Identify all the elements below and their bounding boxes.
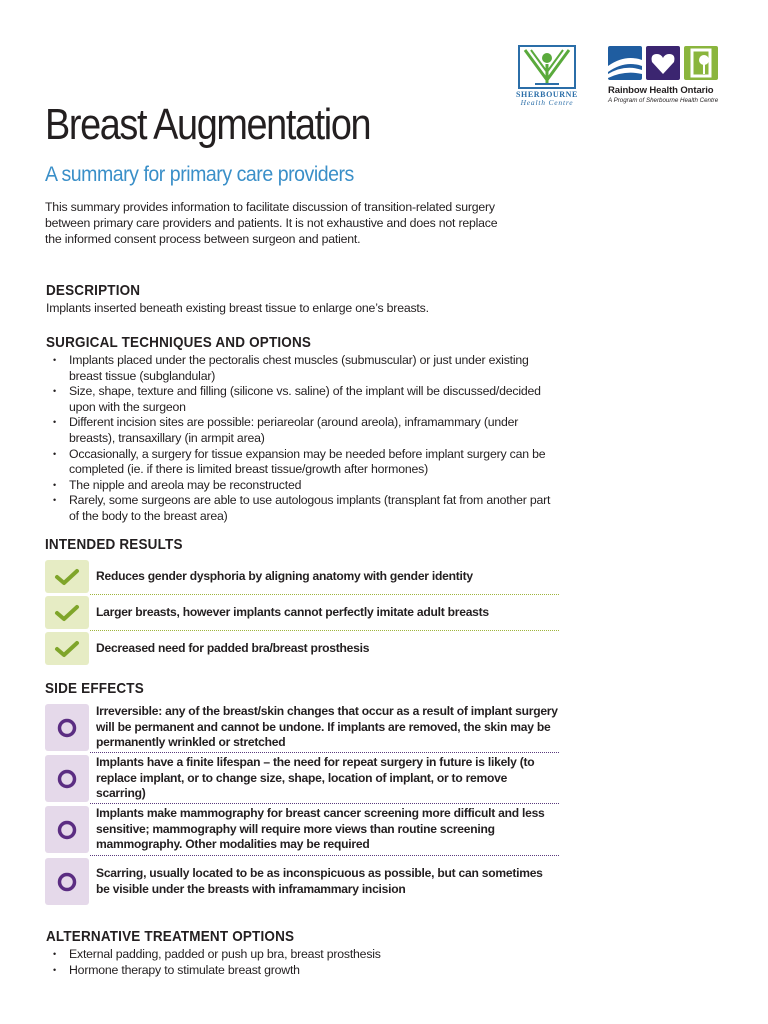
- alternatives-heading: ALTERNATIVE TREATMENT OPTIONS: [46, 928, 295, 945]
- sherbourne-emblem-icon: [517, 44, 577, 90]
- side-effect-row: [45, 858, 559, 905]
- result-divider: [90, 630, 559, 631]
- tree-logo-icon: [684, 46, 718, 80]
- ring-icon: [56, 717, 78, 739]
- side-effect-divider: [90, 855, 559, 856]
- side-effect-text: Irreversible: any of the breast/skin changes that occur as a result of implant surgery will be permanent and cannot be undone. If implants are removed, the skin may be permanently wrinkled or stretched: [96, 704, 558, 750]
- ring-icon: [56, 819, 78, 841]
- checkmark-icon: [54, 603, 80, 623]
- side-effect-text: Implants make mammography for breast cancer screening more difficult and less sensitive; mammography will require more views than routine screening mammography. Other modalities may be required: [96, 806, 545, 852]
- side-effect-text: Implants have a finite lifespan – the need for repeat surgery in future is likely (to replace implant, or to change size, shape, location of implant, or to remove scarring): [96, 755, 535, 801]
- list-item: • The nipple and areola may be reconstructed: [46, 478, 556, 494]
- list-item: • Rarely, some surgeons are able to use autologous implants (transplant fat from another part of the body to the breast area): [46, 493, 556, 524]
- results-heading: INTENDED RESULTS: [45, 536, 183, 553]
- rainbow-health-subtitle: A Program of Sherbourne Health Centre: [608, 97, 719, 104]
- description-heading: DESCRIPTION: [46, 282, 141, 299]
- result-tile: [45, 596, 89, 629]
- side-effect-tile: [45, 755, 89, 802]
- list-item: • External padding, padded or push up bra, breast prosthesis: [46, 947, 556, 963]
- side-effect-row: [45, 806, 559, 853]
- result-text: Reduces gender dysphoria by aligning anatomy with gender identity: [96, 568, 473, 583]
- side-effect-tile: [45, 806, 89, 853]
- result-text: Larger breasts, however implants cannot perfectly imitate adult breasts: [96, 604, 489, 619]
- rainbow-health-title: Rainbow Health Ontario: [608, 85, 714, 96]
- result-tile: [45, 560, 89, 593]
- wave-logo-icon: [608, 46, 642, 80]
- result-text: Decreased need for padded bra/breast prosthesis: [96, 640, 370, 655]
- page-subtitle: A summary for primary care providers: [45, 163, 354, 186]
- side-effect-divider: [90, 752, 559, 753]
- result-row: [45, 632, 559, 665]
- checkmark-icon: [54, 567, 80, 587]
- side-effect-tile: [45, 704, 89, 751]
- sherbourne-logo: [512, 44, 582, 110]
- techniques-heading: SURGICAL TECHNIQUES AND OPTIONS: [46, 334, 312, 351]
- intro-paragraph: This summary provides information to facilitate discussion of transition-related surgery between primary care providers and patients. It is not exhaustive and does not replace the informed consent process between surgeon and patient.: [45, 200, 498, 246]
- techniques-list: [46, 353, 556, 525]
- result-divider: [90, 594, 559, 595]
- list-item: • Different incision sites are possible: periareolar (around areola), inframammary (under breasts), transaxillary (in armpit area): [46, 415, 556, 446]
- side-effect-row: [45, 704, 559, 751]
- side-effect-tile: [45, 858, 89, 905]
- description-text: Implants inserted beneath existing breast tissue to enlarge one’s breasts.: [46, 301, 429, 315]
- list-item: • Occasionally, a surgery for tissue expansion may be needed before implant surgery can be completed (ie. if there is limited breast tissue/growth after hormones): [46, 447, 556, 478]
- list-item: • Size, shape, texture and filling (silicone vs. saline) of the implant will be discussed/decided upon with the surgeon: [46, 384, 556, 415]
- list-item: • Hormone therapy to stimulate breast growth: [46, 963, 556, 979]
- sherbourne-name: SHERBOURNE: [515, 90, 578, 99]
- result-row: [45, 596, 559, 629]
- side-effect-row: [45, 755, 559, 802]
- rainbow-health-logo: [608, 46, 738, 108]
- side-effects-heading: SIDE EFFECTS: [45, 680, 144, 697]
- ring-icon: [56, 768, 78, 790]
- result-tile: [45, 632, 89, 665]
- alternatives-list: [46, 947, 556, 978]
- page-title: Breast Augmentation: [45, 100, 371, 149]
- ring-icon: [56, 871, 78, 893]
- list-item: • Implants placed under the pectoralis chest muscles (submuscular) or just under existing breast tissue (subglandular): [46, 353, 556, 384]
- checkmark-icon: [54, 639, 80, 659]
- heart-logo-icon: [646, 46, 680, 80]
- side-effect-text: Scarring, usually located to be as inconspicuous as possible, but can sometimes be visible under the breasts with inframammary incision: [96, 865, 543, 896]
- side-effect-divider: [90, 803, 559, 804]
- result-row: [45, 560, 559, 593]
- sherbourne-subtitle: Health Centre: [520, 98, 574, 107]
